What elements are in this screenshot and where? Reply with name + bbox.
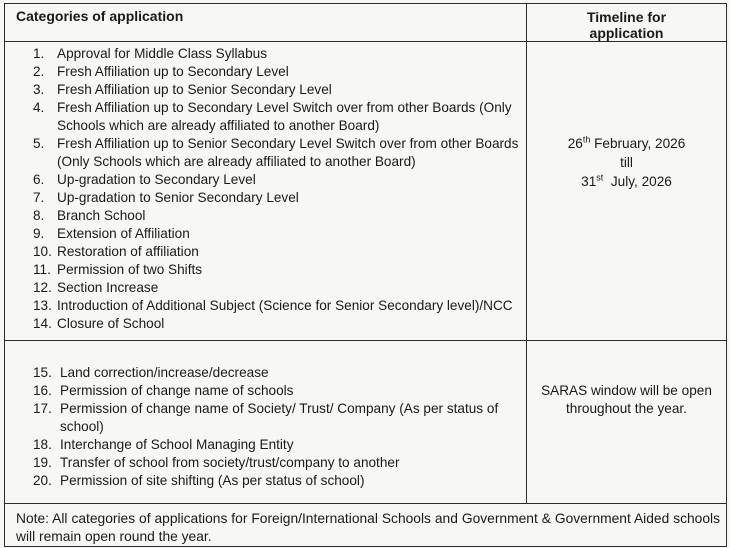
- categories-header: [5, 4, 527, 42]
- item-text: Permission of change name of Society/ Trust/ Company (As per status of school): [60, 401, 499, 434]
- item-number: 18.: [33, 437, 52, 452]
- group2-categories-cell: [5, 341, 527, 504]
- item-number: 10.: [33, 244, 52, 259]
- list-item: [33, 315, 520, 333]
- end-day: 31: [581, 174, 597, 189]
- item-number: 3.: [33, 82, 45, 97]
- group1-row: [5, 42, 727, 341]
- group1-list: [33, 45, 520, 333]
- list-item: [33, 297, 520, 315]
- item-text: Land correction/increase/decrease: [60, 365, 269, 380]
- list-item: [33, 135, 520, 171]
- item-text: Permission of site shifting (As per status of school): [60, 473, 365, 488]
- list-item: [33, 99, 520, 135]
- list-item: [33, 171, 520, 189]
- item-text: Approval for Middle Class Syllabus: [57, 46, 268, 61]
- item-text: Transfer of school from society/trust/company to another: [60, 455, 400, 470]
- end-month-year: July, 2026: [603, 174, 672, 189]
- group1-categories-cell: [5, 42, 527, 341]
- start-day: 26: [567, 136, 583, 151]
- note-text: Note: All categories of applications for Foreign/International Schools and Government & Government Aided schools will remain open round the year.: [16, 511, 720, 544]
- item-number: 11.: [33, 262, 51, 277]
- item-number: 5.: [33, 136, 45, 151]
- list-item: [33, 400, 520, 436]
- item-text: Restoration of affiliation: [57, 244, 199, 259]
- list-item: [33, 81, 520, 99]
- note-cell: [5, 504, 727, 547]
- saras-window-line1: SARAS window will be open: [541, 383, 712, 398]
- item-text: Up-gradation to Senior Secondary Level: [57, 190, 299, 205]
- document-page: [4, 3, 726, 544]
- item-number: 4.: [33, 100, 45, 115]
- item-text: Branch School: [57, 208, 146, 223]
- item-number: 14.: [33, 316, 52, 331]
- list-item: [33, 45, 520, 63]
- list-item: [33, 382, 520, 400]
- list-item: [33, 243, 520, 261]
- list-item: [33, 225, 520, 243]
- item-number: 15.: [33, 365, 52, 380]
- list-item: [33, 436, 520, 454]
- item-text: Closure of School: [57, 316, 165, 331]
- list-item: [33, 472, 520, 490]
- item-number: 6.: [33, 172, 45, 187]
- item-number: 17.: [33, 401, 52, 416]
- group2-timeline-cell: [527, 341, 727, 504]
- note-row: [5, 504, 727, 547]
- item-number: 16.: [33, 383, 52, 398]
- start-month-year: February, 2026: [590, 136, 686, 151]
- list-item: [33, 261, 520, 279]
- item-number: 13.: [33, 298, 52, 313]
- saras-window-line2: throughout the year.: [566, 401, 687, 416]
- item-text: Extension of Affiliation: [57, 226, 190, 241]
- group1-timeline-cell: [527, 42, 727, 341]
- timeline-header-line1: Timeline for: [586, 9, 667, 25]
- timeline-start-date: [527, 134, 726, 153]
- item-number: 20.: [33, 473, 52, 488]
- item-number: 7.: [33, 190, 45, 205]
- item-number: 1.: [33, 46, 45, 61]
- item-number: 9.: [33, 226, 45, 241]
- list-item: [33, 189, 520, 207]
- item-text: Introduction of Additional Subject (Science for Senior Secondary level)/NCC: [57, 298, 513, 313]
- timeline-end-date: [527, 172, 726, 191]
- timeline-header: [527, 4, 727, 42]
- item-text: Fresh Affiliation up to Secondary Level: [57, 64, 289, 79]
- item-number: 8.: [33, 208, 45, 223]
- item-text: Interchange of School Managing Entity: [60, 437, 294, 452]
- group2-row: [5, 341, 727, 504]
- header-row: [5, 4, 727, 42]
- list-item: [33, 207, 520, 225]
- group2-list: [33, 364, 520, 490]
- list-item: [33, 454, 520, 472]
- list-item: [33, 63, 520, 81]
- item-text: Permission of two Shifts: [57, 262, 203, 277]
- list-item: [33, 364, 520, 382]
- item-text: Permission of change name of schools: [60, 383, 294, 398]
- item-text: Fresh Affiliation up to Senior Secondary Level Switch over from other Boards (Only Schools which are already affiliated to another Board): [57, 136, 519, 169]
- application-schedule-table: [4, 3, 727, 547]
- timeline-till: till: [620, 155, 633, 170]
- start-day-suffix: th: [582, 134, 591, 145]
- item-text: Up-gradation to Secondary Level: [57, 172, 256, 187]
- item-text: Fresh Affiliation up to Secondary Level Switch over from other Boards (Only Schools which are already affiliated to another Board): [57, 100, 512, 133]
- item-text: Section Increase: [57, 280, 159, 295]
- item-number: 2.: [33, 64, 45, 79]
- end-day-suffix: st: [596, 172, 604, 183]
- item-number: 19.: [33, 455, 52, 470]
- categories-header-label: Categories of application: [16, 8, 184, 24]
- timeline-header-line2: application: [589, 25, 664, 41]
- item-text: Fresh Affiliation up to Senior Secondary Level: [57, 82, 332, 97]
- item-number: 12.: [33, 280, 52, 295]
- list-item: [33, 279, 520, 297]
